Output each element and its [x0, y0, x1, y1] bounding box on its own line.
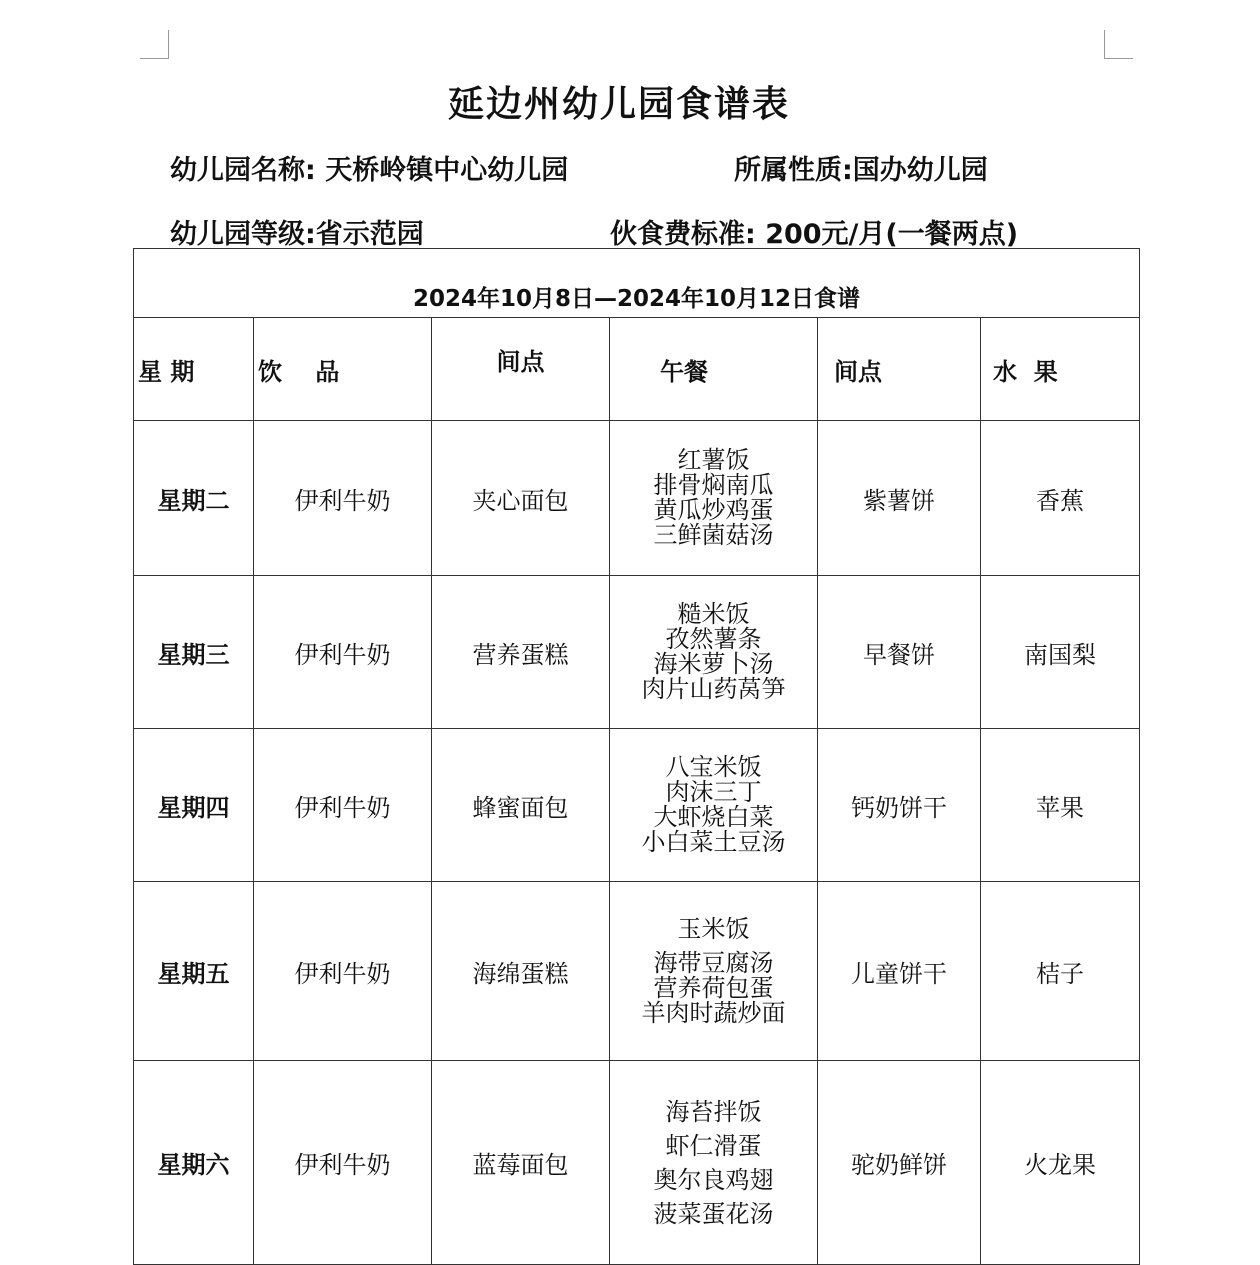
snack-1-cell: 蓝莓面包 [432, 1061, 610, 1265]
lunch-dish: 孜然薯条 [665, 625, 762, 653]
table-header-row [134, 318, 1140, 421]
day-cell: 星期二 [134, 421, 254, 576]
drink-cell: 伊利牛奶 [254, 1061, 432, 1265]
day-cell: 星期六 [134, 1061, 254, 1265]
lunch-dish: 海带豆腐汤 [653, 948, 774, 977]
kindergarten-type: 所属性质:国办幼儿园 [734, 155, 988, 186]
lunch-dish: 八宝米饭 [665, 753, 762, 781]
lunch-dish-list [654, 448, 774, 548]
kindergarten-level: 幼儿园等级:省示范园 [170, 219, 424, 250]
lunch-dish: 羊肉时蔬炒面 [641, 998, 786, 1027]
lunch-dish: 三鲜菌菇汤 [653, 521, 774, 549]
lunch-cell [610, 882, 818, 1061]
snack-1-cell: 海绵蛋糕 [432, 882, 610, 1061]
drink-cell: 伊利牛奶 [254, 421, 432, 576]
snack-1-cell: 蜂蜜面包 [432, 729, 610, 882]
lunch-dish: 虾仁滑蛋 [665, 1131, 762, 1160]
header-fruit: 水 果 [981, 318, 1140, 421]
crop-mark-right [1104, 30, 1133, 59]
drink-cell: 伊利牛奶 [254, 882, 432, 1061]
snack-2-cell: 紫薯饼 [818, 421, 981, 576]
header-day: 星 期 [134, 318, 254, 421]
lunch-dish: 菠菜蛋花汤 [653, 1199, 774, 1228]
table-row [134, 882, 1140, 1061]
lunch-dish: 海米萝卜汤 [653, 650, 774, 678]
lunch-dish: 红薯饭 [677, 446, 750, 474]
header-snack-2: 间点 [818, 318, 981, 421]
menu-period-cell [134, 249, 1140, 318]
lunch-dish: 黄瓜炒鸡蛋 [653, 496, 774, 524]
header-drink: 饮 品 [254, 318, 432, 421]
lunch-dish: 大虾烧白菜 [653, 803, 774, 831]
day-cell: 星期三 [134, 576, 254, 729]
fruit-cell: 苹果 [981, 729, 1140, 882]
header-snack-1: 间点 [432, 318, 610, 421]
page-title: 延边州幼儿园食谱表 [447, 84, 790, 125]
table-row [134, 1061, 1140, 1265]
menu-table [133, 248, 1140, 1265]
lunch-dish-list [642, 755, 786, 855]
lunch-dish: 小白菜土豆汤 [641, 828, 786, 856]
lunch-dish: 玉米饭 [677, 914, 750, 943]
lunch-dish-list [642, 602, 786, 702]
lunch-dish: 肉沫三丁 [665, 778, 762, 806]
fruit-cell: 南国梨 [981, 576, 1140, 729]
header-lunch: 午餐 [610, 318, 818, 421]
lunch-dish: 营养荷包蛋 [653, 973, 774, 1002]
menu-period: 2024年10月8日—2024年10月12日食谱 [412, 286, 861, 312]
fruit-cell: 桔子 [981, 882, 1140, 1061]
lunch-dish-list [641, 914, 786, 1027]
lunch-dish: 糙米饭 [677, 600, 750, 628]
snack-1-cell: 夹心面包 [432, 421, 610, 576]
fruit-cell: 香蕉 [981, 421, 1140, 576]
day-cell: 星期四 [134, 729, 254, 882]
day-cell: 星期五 [134, 882, 254, 1061]
snack-1-cell: 营养蛋糕 [432, 576, 610, 729]
snack-2-cell: 儿童饼干 [818, 882, 981, 1061]
table-row [134, 576, 1140, 729]
table-row [134, 421, 1140, 576]
lunch-cell [610, 1061, 818, 1265]
drink-cell: 伊利牛奶 [254, 576, 432, 729]
table-row [134, 729, 1140, 882]
fruit-cell: 火龙果 [981, 1061, 1140, 1265]
lunch-cell [610, 421, 818, 576]
snack-2-cell: 钙奶饼干 [818, 729, 981, 882]
snack-2-cell: 早餐饼 [818, 576, 981, 729]
lunch-dish: 奥尔良鸡翅 [653, 1165, 774, 1194]
crop-mark-left [140, 30, 169, 59]
lunch-dish: 肉片山药莴笋 [641, 675, 786, 703]
lunch-dish: 排骨焖南瓜 [653, 471, 774, 499]
lunch-cell [610, 576, 818, 729]
lunch-dish: 海苔拌饭 [665, 1097, 762, 1126]
meal-fee-standard: 伙食费标准: 200元/月(一餐两点) [610, 219, 1019, 250]
kindergarten-name: 幼儿园名称: 天桥岭镇中心幼儿园 [170, 155, 569, 186]
lunch-cell [610, 729, 818, 882]
lunch-dish-list [654, 1095, 774, 1231]
drink-cell: 伊利牛奶 [254, 729, 432, 882]
snack-2-cell: 驼奶鲜饼 [818, 1061, 981, 1265]
